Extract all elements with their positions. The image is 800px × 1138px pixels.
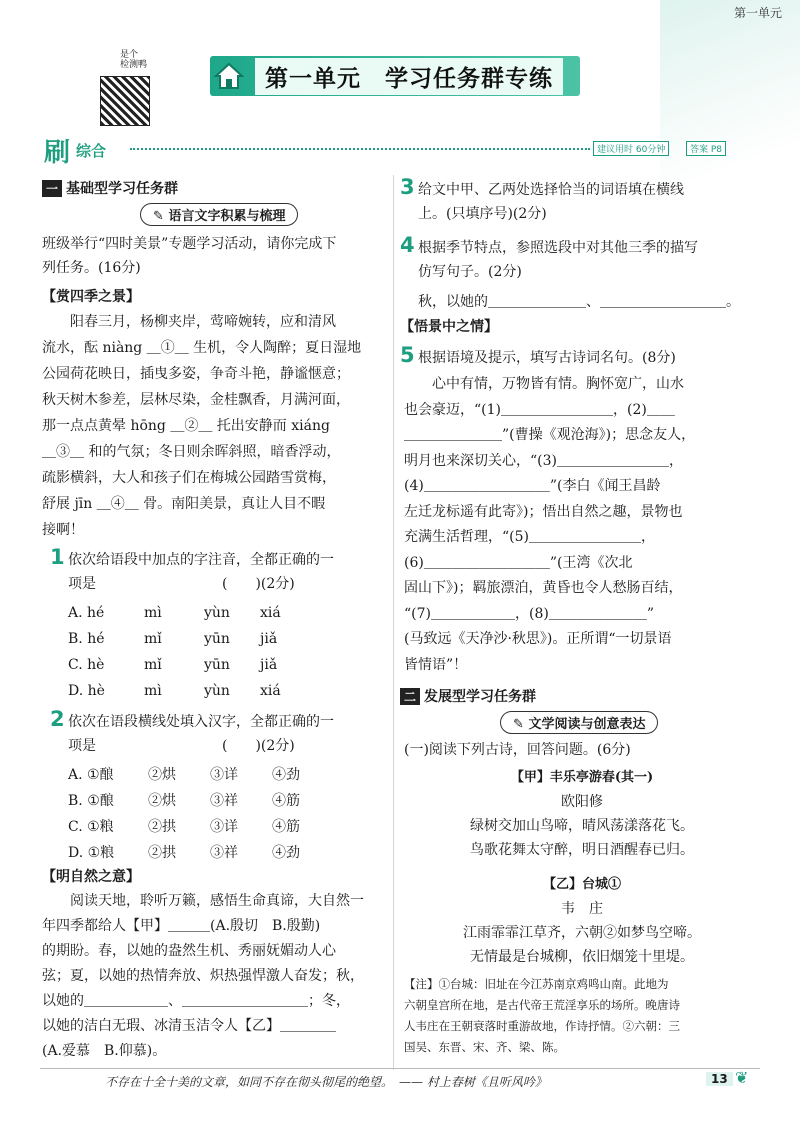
option-row[interactable] <box>68 762 300 788</box>
option-cell: ③详 <box>210 819 238 835</box>
question-number-3: 3 <box>400 175 415 199</box>
question-line: 根据季节特点，参照选段中对其他三季的描写 <box>418 240 698 256</box>
subheading-seasons: 【赏四季之景】 <box>42 289 140 305</box>
option-row[interactable] <box>68 814 300 840</box>
option-cell: jiǎ <box>260 631 278 647</box>
option-cell: D. ①粮 <box>68 845 115 861</box>
poem-author: 韦 庄 <box>561 901 603 917</box>
question-number-2: 2 <box>50 707 65 731</box>
pen-icon: ✎ <box>153 209 164 224</box>
poem-title: 【乙】台城① <box>542 877 621 892</box>
passage-line: 以她的＿＿＿＿＿＿、＿＿＿＿＿＿＿＿＿；冬， <box>42 993 350 1009</box>
option-cell: mǐ <box>144 631 162 647</box>
poem-line: 无情最是台城柳，依旧烟笼十里堤。 <box>470 949 694 965</box>
question-line: 项是 ( )(2分) <box>68 576 295 592</box>
column-divider <box>393 175 394 1070</box>
option-row[interactable] <box>68 840 300 866</box>
q5-line: ＿＿＿＿＿＿＿”(曹操《观沧海》)；思念友人， <box>404 427 696 443</box>
option-cell: C. ①粮 <box>68 819 114 835</box>
qr-label-line1: 是个 <box>120 50 139 60</box>
q5-line: (马致远《天净沙·秋思》)。正所谓“一切景语 <box>404 631 672 647</box>
poem-title: 【甲】丰乐亭游春(其一) <box>510 770 654 785</box>
option-cell: D. hè <box>68 683 105 699</box>
passage-line: 流水，酝 niàng ＿①＿ 生机，令人陶醉；夏日湿地 <box>42 340 362 356</box>
passage-line: 以她的洁白无瑕、冰清玉洁令人【乙】＿＿＿＿ <box>42 1018 336 1034</box>
passage-line: 接啊！ <box>42 522 84 538</box>
question-2 <box>68 710 334 758</box>
q2-options <box>68 762 300 866</box>
note-line: 国吴、东晋、宋、齐、梁、陈。 <box>404 1040 565 1054</box>
q5-line: 明月也来深切关心，“(3)＿＿＿＿＿＿＿＿， <box>404 452 683 469</box>
passage-line: 阅读天地，聆听万籁，感悟生命真谛，大自然一 <box>42 893 364 909</box>
page-title: 第一单元 学习任务群专练 <box>255 58 563 95</box>
poem-line: 绿树交加山鸟啼，晴风荡漾落花飞。 <box>470 818 694 834</box>
subheading-nature: 【明自然之意】 <box>42 869 140 885</box>
q5-line: “(7)＿＿＿＿＿＿，(8)＿＿＿＿＿＿＿” <box>404 605 654 622</box>
option-cell: ④筋 <box>272 819 300 835</box>
question-line: 给文中甲、乙两处选择恰当的词语填在横线 <box>418 182 684 198</box>
reading-intro: (一)阅读下列古诗，回答问题。(6分) <box>404 742 631 758</box>
footer-quote: 不存在十全十美的文章，如同不存在彻头彻尾的绝望。 —— 村上春树《且听风吟》 <box>105 1075 547 1089</box>
leaf-icon: ❦ <box>735 1068 749 1087</box>
q4-fill-line[interactable]: 秋，以她的＿＿＿＿＿＿＿、＿＿＿＿＿＿＿＿＿。 <box>418 294 740 310</box>
poem-line: 江雨霏霏江草齐，六朝②如梦鸟空啼。 <box>463 925 701 941</box>
intro-line: 班级举行“四时美景”专题学习活动，请你完成下 <box>42 236 337 252</box>
intro-line: 列任务。(16分) <box>42 260 141 276</box>
question-line: 项是 ( )(2分) <box>68 738 295 754</box>
option-cell: mì <box>144 605 162 621</box>
question-number-1: 1 <box>50 545 65 569</box>
question-4 <box>418 236 698 284</box>
intro-text <box>42 232 336 280</box>
q5-line: 充满生活哲理，“(5)＿＿＿＿＿＿＿＿， <box>404 529 655 545</box>
option-cell: yùn <box>204 605 230 621</box>
section-heading-development <box>400 686 536 706</box>
question-line: 上。(只填序号)(2分) <box>418 206 547 222</box>
option-cell: B. ①酿 <box>68 793 114 809</box>
section-heading-basic <box>42 178 178 198</box>
option-cell: xiá <box>260 605 281 621</box>
passage-line: 弦；夏，以她的热情奔放、炽热强悍激人奋发；秋， <box>42 968 364 984</box>
option-cell: yūn <box>204 631 230 647</box>
question-1 <box>68 548 334 596</box>
option-cell: ③详 <box>210 767 238 783</box>
question-line: 仿写句子。(2分) <box>418 264 522 280</box>
poem-author: 欧阳修 <box>561 794 603 810</box>
passage-line: 公园荷花映日，插曳多姿，争奇斗艳，静谧惬意； <box>42 366 350 382</box>
q5-text <box>404 372 695 678</box>
question-3 <box>418 178 684 226</box>
passage-line: ＿③＿ 和的气氛；冬日则余晖斜照，暗香浮动， <box>42 444 341 460</box>
passage-line: 那一点点黄晕 hōng ＿②＿ 托出安静而 xiáng <box>42 418 330 434</box>
q5-line: (4)＿＿＿＿＿＿＿＿＿”(李白《闻王昌龄 <box>404 478 661 494</box>
option-row[interactable] <box>68 652 281 678</box>
passage-line: 年四季都给人【甲】＿＿＿(A.殷切 B.殷勤) <box>42 918 321 934</box>
q5-line: 左迁龙标遥有此寄》)；悟出自然之趣，景物也 <box>404 503 683 520</box>
task-pill <box>140 203 298 226</box>
brand-logo: 刷 <box>44 138 71 168</box>
poem-line: 鸟歌花舞太守醉，明日酒醒春已归。 <box>470 842 694 858</box>
option-cell: ④劲 <box>272 767 300 783</box>
subheading-emotion: 【悟景中之情】 <box>400 319 498 335</box>
qr-label <box>120 50 147 70</box>
q5-line: 皆情语”！ <box>404 656 468 673</box>
poem-2 <box>404 873 760 969</box>
running-header: 第一单元 <box>733 6 782 20</box>
section-title: 基础型学习任务群 <box>66 181 178 197</box>
option-cell: ③祥 <box>210 793 238 809</box>
option-cell: ④筋 <box>272 793 300 809</box>
option-cell: A. ①酿 <box>68 767 114 783</box>
qr-code-icon[interactable] <box>100 76 150 126</box>
option-row[interactable] <box>68 600 281 626</box>
option-cell: ②拱 <box>148 819 176 835</box>
note-line: 六朝皇宫所在地，是古代帝王荒淫享乐的场所。晚唐诗 <box>404 998 680 1012</box>
option-cell: ②拱 <box>148 845 176 861</box>
option-cell: mì <box>144 683 162 699</box>
option-cell: A. hé <box>68 605 105 621</box>
task-pill <box>500 711 658 734</box>
question-5: 根据语境及提示，填写古诗词名句。(8分) <box>418 350 676 366</box>
q5-line: 固山下》)；羁旅漂泊，黄昏也令人愁肠百结， <box>404 580 683 596</box>
question-line: 依次在语段横线处填入汉字，全都正确的一 <box>68 714 334 730</box>
option-row[interactable] <box>68 788 300 814</box>
band-subtitle: 综合 <box>76 142 107 160</box>
question-line: 依次给语段中加点的字注音，全都正确的一 <box>68 552 334 568</box>
option-cell: ②烘 <box>148 793 176 809</box>
option-cell: ③祥 <box>210 845 238 861</box>
option-cell: yùn <box>204 683 230 699</box>
q5-line: 心中有情，万物皆有情。胸怀宽广，山水 <box>404 376 684 392</box>
option-cell: C. hè <box>68 657 105 673</box>
option-row[interactable] <box>68 626 281 652</box>
option-cell: ④劲 <box>272 845 300 861</box>
poem-1 <box>404 766 760 862</box>
option-row[interactable] <box>68 678 281 704</box>
page-number: 13 <box>706 1072 733 1086</box>
section-number: 二 <box>400 688 420 705</box>
passage-line: 秋天树木参差，层林尽染，金桂飘香，月满河面， <box>42 392 350 408</box>
passage-2 <box>42 889 364 1064</box>
answer-badge[interactable]: 答案 P8 <box>686 141 726 156</box>
question-number-4: 4 <box>400 233 415 257</box>
note-line: 人韦庄在王朝衰落时重游故地，作诗抒情。②六朝：三 <box>404 1019 680 1033</box>
qr-label-line2: 检测鸭 <box>120 60 148 70</box>
time-badge: 建议用时 60分钟 <box>593 141 669 156</box>
poem-note <box>404 974 680 1058</box>
option-cell: ②烘 <box>148 767 176 783</box>
q5-line: (6)＿＿＿＿＿＿＿＿＿”(王湾《次北 <box>404 554 633 571</box>
section-number: 一 <box>42 180 62 197</box>
pen-icon: ✎ <box>513 717 524 732</box>
passage-line: 的期盼。春，以她的盎然生机、秀丽妩媚动人心 <box>42 943 336 959</box>
option-cell: mǐ <box>144 657 162 673</box>
section-title: 发展型学习任务群 <box>424 689 536 705</box>
task-pill-label: 语言文字积累与梳理 <box>168 209 286 224</box>
passage <box>42 309 361 543</box>
task-pill-label: 文学阅读与创意表达 <box>528 717 646 732</box>
note-line: 【注】①台城：旧址在今江苏南京鸡鸣山南。此地为 <box>404 977 669 991</box>
option-cell: xiá <box>260 683 281 699</box>
footer-rule <box>40 1068 760 1069</box>
option-cell: jiǎ <box>260 657 278 673</box>
band-dotted-rule <box>130 148 590 150</box>
passage-line: 舒展 jīn ＿④＿ 骨。南阳美景，真让人目不暇 <box>42 496 326 512</box>
q1-options <box>68 600 281 704</box>
house-icon <box>214 62 244 90</box>
passage-line: (A.爱慕 B.仰慕)。 <box>42 1043 167 1059</box>
passage-line: 阳春三月，杨柳夹岸，莺啼婉转，应和清风 <box>42 314 336 330</box>
option-cell: yūn <box>204 657 230 673</box>
q5-line: 也会豪迈，“(1)＿＿＿＿＿＿＿＿，(2)＿＿ <box>404 401 675 418</box>
passage-line: 疏影横斜，大人和孩子们在梅城公园踏雪赏梅， <box>42 470 336 486</box>
question-number-5: 5 <box>400 343 415 367</box>
option-cell: B. hé <box>68 631 105 647</box>
